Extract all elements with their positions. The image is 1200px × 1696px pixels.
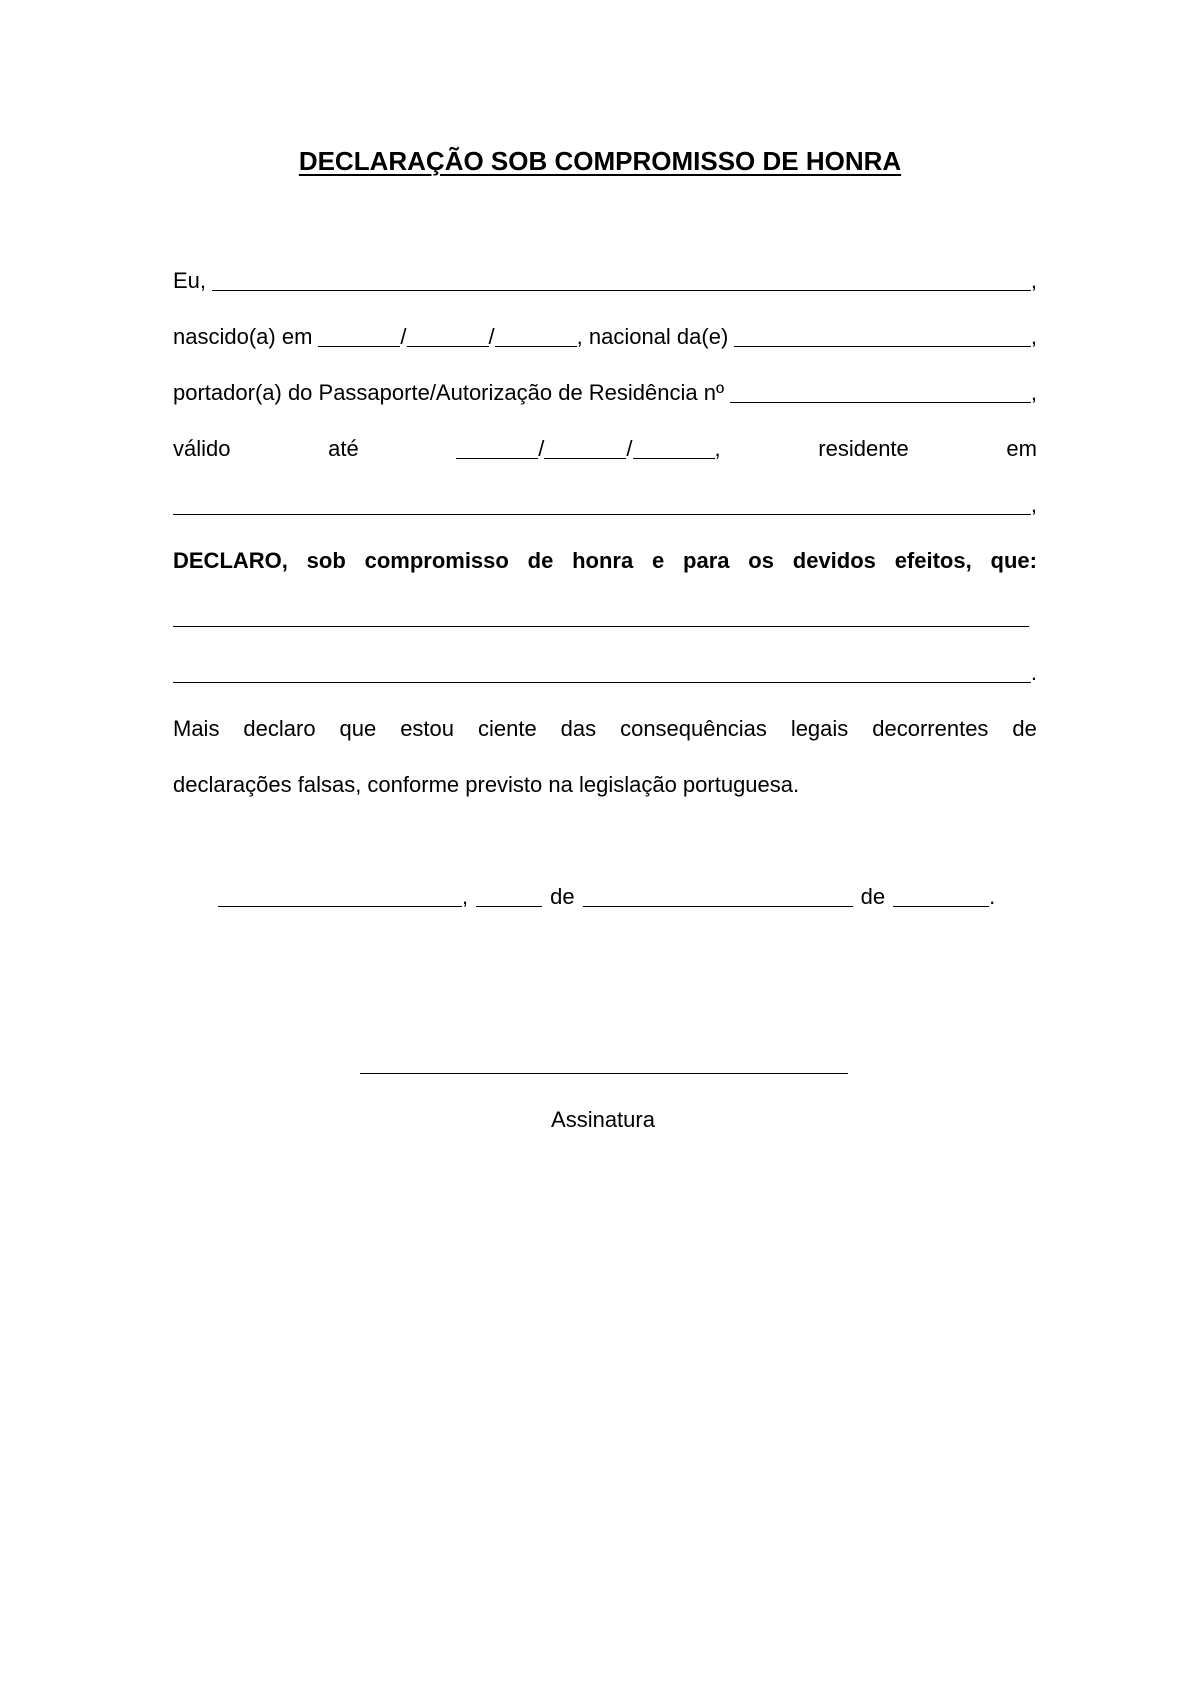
awareness-text: declarações falsas, conforme previsto na legislação portuguesa. bbox=[173, 772, 800, 797]
declaro-word: que: bbox=[990, 548, 1037, 573]
day-field[interactable] bbox=[476, 886, 542, 907]
birth-nationality-line bbox=[173, 322, 1037, 352]
declaration-field-2[interactable] bbox=[173, 662, 1031, 683]
declaro-word: efeitos, bbox=[894, 548, 972, 573]
nationality-comma: , bbox=[1030, 324, 1037, 349]
declaro-lead: DECLARO, bbox=[173, 548, 288, 573]
de-label-1: de bbox=[550, 884, 575, 909]
declaration-statement bbox=[173, 546, 1037, 576]
resident-label: residente bbox=[818, 436, 909, 461]
nationality-label: , nacional da(e) bbox=[576, 324, 729, 349]
declaration-period: . bbox=[1030, 660, 1037, 685]
month-field[interactable] bbox=[583, 886, 853, 907]
awareness-statement-line-1 bbox=[173, 714, 1037, 744]
mais-word: das bbox=[560, 716, 597, 741]
born-label: nascido(a) em bbox=[173, 324, 313, 349]
document-number-field[interactable] bbox=[730, 382, 1031, 403]
declaration-field-1[interactable] bbox=[173, 606, 1029, 627]
place-comma: , bbox=[462, 884, 469, 909]
validity-residence-line bbox=[173, 434, 1037, 464]
mais-word: Mais bbox=[173, 716, 220, 741]
declaro-word: honra bbox=[572, 548, 634, 573]
address-comma: , bbox=[1030, 492, 1037, 517]
valid-day-field[interactable] bbox=[456, 438, 538, 459]
document-number-label: portador(a) do Passaporte/Autorização de Residência nº bbox=[173, 380, 725, 405]
mais-word: de bbox=[1012, 716, 1037, 741]
valid-date-comma: , bbox=[714, 436, 721, 461]
birth-date-sep-1: / bbox=[400, 324, 407, 349]
date-period: . bbox=[989, 884, 996, 909]
declaro-word: os bbox=[748, 548, 774, 573]
mais-word: declaro bbox=[243, 716, 316, 741]
mais-word: que bbox=[339, 716, 377, 741]
valid-date-sep-1: / bbox=[538, 436, 545, 461]
mais-word: legais bbox=[790, 716, 849, 741]
de-label-2: de bbox=[860, 884, 886, 909]
document-number-comma: , bbox=[1030, 380, 1037, 405]
birth-year-field[interactable] bbox=[495, 326, 577, 347]
name-line bbox=[173, 266, 1037, 296]
declaro-word: para bbox=[683, 548, 730, 573]
valid-label: válido bbox=[173, 436, 231, 461]
signature-label: Assinatura bbox=[551, 1107, 655, 1132]
declaro-word: sob bbox=[306, 548, 346, 573]
address-line bbox=[173, 490, 1037, 520]
until-label: até bbox=[328, 436, 359, 461]
document-title: DECLARAÇÃO SOB COMPROMISSO DE HONRA bbox=[298, 146, 902, 176]
year-field[interactable] bbox=[893, 886, 989, 907]
address-field[interactable] bbox=[173, 494, 1031, 515]
signature-field[interactable] bbox=[360, 1073, 848, 1074]
awareness-statement-line-2 bbox=[173, 770, 1037, 800]
declaration-line-2 bbox=[173, 658, 1037, 688]
name-line-comma: , bbox=[1030, 268, 1037, 293]
place-date-line bbox=[218, 882, 998, 912]
declaro-word: devidos bbox=[792, 548, 876, 573]
name-field[interactable] bbox=[212, 270, 1031, 291]
valid-date-sep-2: / bbox=[626, 436, 633, 461]
declaro-word: e bbox=[652, 548, 665, 573]
birth-date-sep-2: / bbox=[488, 324, 495, 349]
birth-month-field[interactable] bbox=[407, 326, 489, 347]
mais-word: consequências bbox=[620, 716, 767, 741]
mais-word: ciente bbox=[477, 716, 537, 741]
eu-label: Eu, bbox=[173, 268, 207, 293]
document-number-line bbox=[173, 378, 1037, 408]
in-label: em bbox=[1006, 436, 1037, 461]
declaration-line-1 bbox=[173, 602, 1029, 632]
mais-word: estou bbox=[400, 716, 455, 741]
validity-date bbox=[456, 434, 720, 464]
valid-month-field[interactable] bbox=[544, 438, 626, 459]
declaro-word: de bbox=[527, 548, 554, 573]
mais-word: decorrentes bbox=[872, 716, 989, 741]
place-field[interactable] bbox=[218, 886, 462, 907]
birth-day-field[interactable] bbox=[318, 326, 400, 347]
declaro-word: compromisso bbox=[364, 548, 509, 573]
nationality-field[interactable] bbox=[734, 326, 1031, 347]
valid-year-field[interactable] bbox=[633, 438, 715, 459]
